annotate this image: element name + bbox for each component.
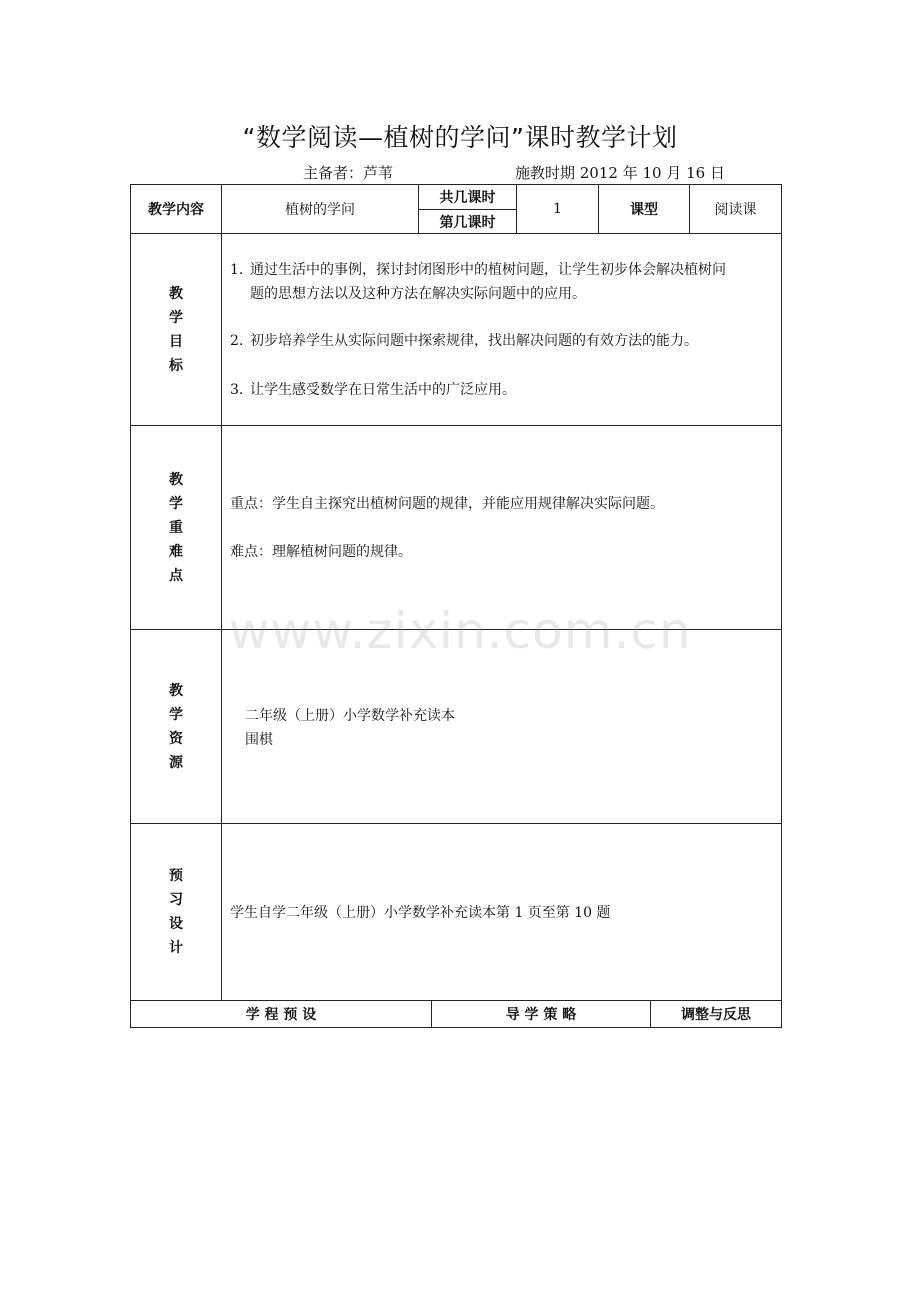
keypoints-label-char: 学: [169, 495, 183, 512]
resources-label-char: 教: [169, 682, 183, 699]
preview-label-char: 设: [169, 916, 183, 932]
table-border-bottom: [130, 1027, 782, 1028]
keypoints-label-char: 难: [169, 543, 183, 560]
type-value: 阅读课: [714, 202, 757, 218]
table-line-header-bottom: [130, 233, 782, 234]
table-line-objectives-bottom: [130, 425, 782, 426]
author-line: 主备者：芦苇: [303, 164, 394, 182]
objective-text: 初步培养学生从实际问题中探索规律，找出解决问题的有效方法的能力。: [250, 333, 698, 349]
objective-item: [230, 378, 778, 402]
watermark: www.zixin.com.cn: [228, 602, 692, 660]
resource-item: 二年级（上册）小学数学补充读本: [245, 708, 455, 724]
keypoints-label-char: 教: [169, 471, 183, 488]
keypoints-label-char: 点: [169, 567, 183, 584]
table-border-right: [781, 184, 782, 1028]
objective-number: 3.: [230, 382, 244, 398]
objectives-label-char: 学: [169, 309, 183, 326]
footer-adjust-reflect: 调整与反思: [681, 1007, 751, 1023]
resources-label-char: 资: [169, 730, 183, 747]
table-line-keypoints-bottom: [130, 629, 782, 630]
objective-number: 1.: [230, 262, 244, 278]
keypoints-label-char: 重: [169, 519, 183, 536]
resource-item: 围棋: [245, 732, 273, 748]
preview-label-char: 习: [169, 892, 183, 908]
type-label: 课型: [630, 202, 658, 218]
objectives-label-char: 目: [169, 333, 183, 350]
objective-text: 让学生感受数学在日常生活中的广泛应用。: [250, 382, 516, 398]
objective-text: 通过生活中的事例，探讨封闭图形中的植树问题，让学生初步体会解决植树问: [250, 262, 726, 278]
objectives-label-char: 标: [169, 357, 183, 374]
preview-label-char: 计: [169, 940, 183, 956]
lesson-number-label: 第几课时: [439, 214, 496, 231]
keypoints-label: [131, 426, 221, 629]
objective-text-continued: 题的思想方法以及这种方法在解决实际问题中的应用。: [250, 286, 586, 302]
objectives-label: [131, 234, 221, 425]
footer-guidance-strategy: 导 学 策 略: [505, 1007, 577, 1023]
difficult-point-text: 难点：理解植树问题的规律。: [230, 544, 412, 560]
resources-label-char: 学: [169, 706, 183, 723]
lesson-value: 1: [553, 201, 562, 217]
total-lessons-label: 共几课时: [439, 190, 496, 206]
preview-text: 学生自学二年级（上册）小学数学补充读本第 1 页至第 10 题: [230, 905, 611, 921]
content-label: 教学内容: [148, 202, 204, 218]
resources-label: [131, 630, 221, 823]
page-title: “数学阅读—植树的学问”课时教学计划: [242, 123, 678, 152]
objective-item: [230, 329, 778, 353]
table-line-label-col: [221, 184, 222, 1001]
preview-label-char: 预: [169, 868, 183, 884]
content-value: 植树的学问: [285, 202, 355, 218]
footer-study-process: 学 程 预 设: [245, 1007, 317, 1023]
objectives-label-char: 教: [169, 285, 183, 302]
resources-label-char: 源: [169, 754, 183, 771]
key-point-text: 重点：学生自主探究出植树问题的规律，并能应用规律解决实际问题。: [230, 496, 664, 512]
objective-item: [230, 258, 778, 306]
preview-label: [131, 824, 221, 1000]
date-line: 施教时期 2012 年 10 月 16 日: [515, 164, 725, 182]
table-line-resources-bottom: [130, 823, 782, 824]
objective-number: 2.: [230, 333, 244, 349]
